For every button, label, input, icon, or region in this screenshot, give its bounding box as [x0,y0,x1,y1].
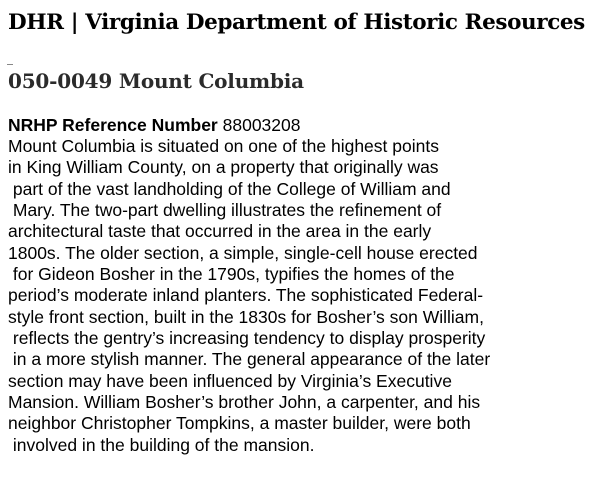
description-line: in a more stylish manner. The general appearance of the later [8,349,491,370]
nrhp-label: NRHP Reference Number [8,115,218,135]
description-line: Mansion. William Bosher’s brother John, a carpenter, and his [8,392,481,413]
description-line: Mary. The two-part dwelling illustrates the refinement of [8,200,442,221]
description-line: 1800s. The older section, a simple, single-cell house erected [8,242,478,263]
description [8,136,608,456]
site-header: DHR | Virginia Department of Historic Resources [8,10,585,35]
nrhp-number: 88003208 [222,115,301,135]
page-title: 050-0049 Mount Columbia [8,69,304,93]
description-line: in King William County, on a property that originally was [8,157,439,178]
description-line: for Gideon Bosher in the 1790s, typifies the homes of the [8,264,455,285]
description-line: part of the vast landholding of the College of William and [8,178,451,199]
description-line: architectural taste that occurred in the area in the early [8,221,432,242]
description-line: neighbor Christopher Tompkins, a master builder, were both [8,413,471,434]
description-line: section may have been influenced by Virginia’s Executive [8,370,452,391]
description-line: style front section, built in the 1830s for Bosher’s son William, [8,306,484,327]
divider-mark [7,64,13,65]
nrhp-reference [8,117,301,135]
description-line: reflects the gentry’s increasing tendency to display prosperity [8,328,486,349]
description-line: involved in the building of the mansion. [8,434,315,455]
description-line: Mount Columbia is situated on one of the highest points [8,136,439,156]
description-line: period’s moderate inland planters. The sophisticated Federal- [8,285,484,306]
